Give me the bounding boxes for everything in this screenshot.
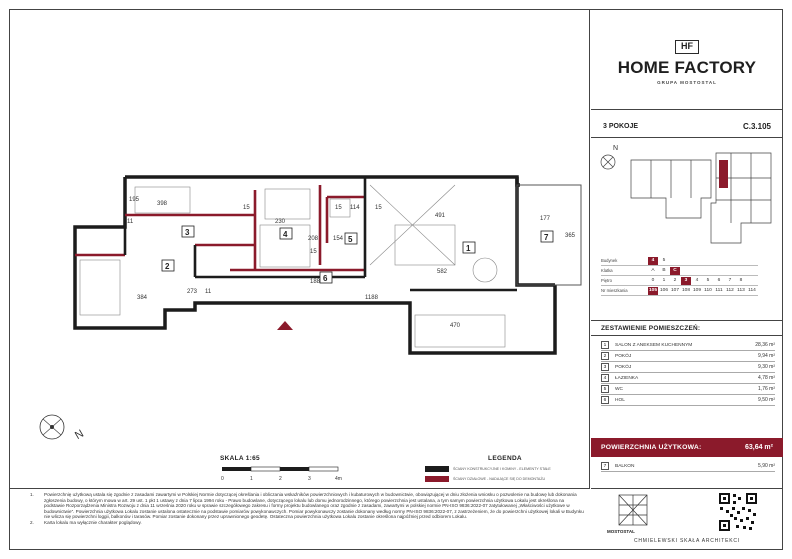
dimension-label: 154 <box>333 236 344 242</box>
room-row <box>601 373 775 384</box>
room-label-3: 3 <box>185 228 190 237</box>
scale-tick: 2 <box>279 476 282 482</box>
room-name: ŁAZIENKA <box>615 375 639 381</box>
info-label: Nr mieszkania <box>601 288 628 293</box>
room-name: SALON Z ANEKSEM KUCHENNYM <box>615 342 693 348</box>
dimension-label: 11 <box>205 289 212 295</box>
entrance-marker <box>277 321 293 330</box>
key-plan-north: N <box>613 145 619 152</box>
legend-text: ŚCIANY KONSTRUKCYJNE I KOMINY - ELEMENTY STAŁE <box>453 467 551 471</box>
room-number: 7 <box>601 462 609 470</box>
room-area: 9,94 m² <box>758 353 775 359</box>
room-name: WC <box>615 386 623 392</box>
balcony-list <box>601 461 775 472</box>
dimension-label: 491 <box>435 213 446 219</box>
room-area: 1,76 m² <box>758 386 775 392</box>
info-row-building <box>601 256 758 266</box>
brand-name: HOME FACTORY <box>617 58 757 77</box>
dimension-label: 384 <box>137 295 148 301</box>
info-row-stair <box>601 266 758 276</box>
scale-tick: 3 <box>308 476 311 482</box>
mostostal-logo <box>609 491 659 534</box>
legend-swatch-structural <box>425 466 449 472</box>
room-label-1: 1 <box>466 244 471 253</box>
scale-tick: 4m <box>335 476 342 482</box>
room-name: HOL <box>615 397 625 403</box>
info-cell: 2 <box>673 277 677 283</box>
room-row <box>601 384 775 395</box>
info-cell: 114 <box>748 287 756 293</box>
room-number: 1 <box>601 341 609 349</box>
qr-code[interactable] <box>718 492 758 537</box>
info-cell: 4 <box>695 277 699 283</box>
dimension-label: 208 <box>308 236 319 242</box>
info-cell: 110 <box>704 287 712 293</box>
dimension-label: 114 <box>350 205 360 211</box>
wall-top <box>125 177 520 185</box>
info-cell: 0 <box>651 277 655 283</box>
room-number: 6 <box>601 396 609 404</box>
dimension-label: 15 <box>310 249 317 255</box>
info-label: Budynek <box>601 258 618 263</box>
info-cell: C <box>670 267 680 275</box>
usable-area-bar <box>591 438 783 457</box>
legend-title: LEGENDA <box>488 455 522 462</box>
wall-outer <box>75 177 555 353</box>
room-name: POKÓJ <box>615 364 632 370</box>
info-cell: 6 <box>717 277 721 283</box>
room-label-5: 5 <box>348 235 353 244</box>
legend-swatch-partition <box>425 476 449 482</box>
scale-tick: 0 <box>221 476 224 482</box>
dimension-label: 398 <box>157 201 168 207</box>
unit-header <box>591 116 783 138</box>
info-cell: 112 <box>726 287 734 293</box>
info-cell: 111 <box>715 287 723 293</box>
usable-area-value: 63,64 m² <box>744 444 773 451</box>
usable-area-label: POWIERZCHNIA UŻYTKOWA: <box>601 444 702 451</box>
legend-item <box>425 476 585 482</box>
legend-item <box>425 466 585 472</box>
room-list <box>601 340 775 406</box>
key-plan-drawing <box>591 138 783 253</box>
unit-info-table <box>601 256 758 296</box>
info-row-apartment <box>601 286 758 296</box>
legend-text: ŚCIANY DZIAŁOWE - NADAJĄCE SIĘ DO DEMONTAŻU <box>453 477 546 481</box>
info-cell: 5 <box>662 257 666 263</box>
room-number: 2 <box>601 352 609 360</box>
info-cell: 108 <box>681 287 690 293</box>
room-area: 5,90 m² <box>758 463 775 469</box>
info-label: Piętro <box>601 278 612 283</box>
dimension-label: 365 <box>565 233 576 239</box>
key-plan-highlight <box>719 160 728 188</box>
room-name: POKÓJ <box>615 353 632 359</box>
info-cell: 4 <box>648 257 658 265</box>
footnote-number: 1. <box>30 492 34 497</box>
room-row <box>601 395 775 406</box>
info-cell: 107 <box>670 287 679 293</box>
scale-tick: 1 <box>250 476 253 482</box>
room-number: 4 <box>601 374 609 382</box>
room-row <box>601 362 775 373</box>
floor-plan-drawing <box>65 165 585 375</box>
info-cell: 113 <box>737 287 745 293</box>
info-cell: 109 <box>692 287 701 293</box>
room-area: 4,78 m² <box>758 375 775 381</box>
info-cell: 8 <box>739 277 743 283</box>
room-area: 9,30 m² <box>758 364 775 370</box>
dimension-label: 188 <box>310 279 321 285</box>
room-name: BALKON <box>615 463 635 469</box>
dimension-label: 15 <box>335 205 342 211</box>
compass-north: N <box>73 427 86 443</box>
dimension-label: 15 <box>375 205 382 211</box>
room-label-4: 4 <box>283 230 288 239</box>
sheet <box>9 9 783 550</box>
info-cell: 106 <box>659 287 668 293</box>
brand-logo <box>591 10 783 110</box>
unit-code: C.3.105 <box>742 122 771 131</box>
footnote-number: 2. <box>30 519 34 525</box>
room-row <box>601 340 775 351</box>
info-row-floor <box>601 276 758 286</box>
dimension-label: 230 <box>275 219 286 225</box>
footnote-text: Powierzchnię użytkową ustala się zgodnie z zasadami zawartymi w Polskiej Normie dotyczącej określania i obliczania wskaźników powierzchniowych i kubaturowych w budownictwie, obowiązującej w dniu złożenia wniosku o pozwolenie na budowę lub dokonania zgłoszenia budowy, o którym mowa w art. 29 ust. 1 pkt 1 ustawy z dnia 7 lipca 1994 roku - Prawo budowlane, dotyczącego lokalu lub domu jednorodzinnego, którego powierzchnia jest ustalana, a tym samym powierzchnia użytkowa Lokalu jest określona na podstawie Rozporządzenia Ministra Rozwoju z dnia 11 września 2020 roku w sprawie szczegółowego zakresu i formy projektu budowlanego oraz zgodnie z zasadami, zawartymi w polskiej normie PN-ISO 9836:2022-07 zatytułowanej „Właściwości użytkowe w budownictwie”. Powierzchnia użytkowa Lokalu zostanie ustalona ostatecznie na podstawie pomiarów powykonawczych. Pomiar powykonawczy zostanie dokonany według normy PN-ISO 9836:2022-07, z zastrzeżeniem, że do powierzchni użytkowej lokali w Budynku nie wlicza się powierzchni loggii, balkonów i tarasów. Pomiar zostanie dokonany przez uprawnionego geodetę. Ostateczna powierzchnia użytkowa Lokalu zostanie określona najpóźniej przed odbiorem Lokalu. <box>44 492 584 520</box>
mostostal-label: MOSTOSTAL <box>607 529 635 534</box>
info-cell: 105 <box>648 287 657 293</box>
footnote <box>30 520 584 526</box>
room-area: 28,36 m² <box>755 342 775 348</box>
dimension-label: 1188 <box>365 295 378 301</box>
floor-plan <box>65 165 585 380</box>
info-cell: 5 <box>706 277 710 283</box>
key-plan <box>591 138 783 253</box>
scale-title: SKALA 1:65 <box>220 455 260 462</box>
compass <box>35 410 95 455</box>
unit-rooms: 3 POKOJE <box>603 123 639 130</box>
dimension-label: 195 <box>129 197 140 203</box>
room-label-2: 2 <box>165 262 170 271</box>
footnotes <box>10 488 590 550</box>
room-number: 3 <box>601 363 609 371</box>
footnote-text: Karta lokalu ma wyłącznie charakter poglądowy. <box>44 519 142 525</box>
info-cell: B <box>662 267 666 273</box>
scale <box>220 455 360 489</box>
info-cell: 7 <box>728 277 732 283</box>
scale-bar <box>220 462 360 484</box>
room-label-6: 6 <box>323 274 328 283</box>
dimension-label: 273 <box>187 289 198 295</box>
footnote <box>30 492 584 520</box>
brand-subtitle: GRUPA MOSTOSTAL <box>657 80 717 85</box>
architects-label: CHMIELEWSKI SKAŁA ARCHITEKCI <box>633 538 741 544</box>
room-area: 9,50 m² <box>758 397 775 403</box>
info-cell: 3 <box>681 277 691 285</box>
info-cell: 1 <box>662 277 666 283</box>
info-label: Klatka <box>601 268 613 273</box>
room-row <box>601 351 775 362</box>
room-label-7: 7 <box>544 233 549 242</box>
dimension-label: 177 <box>540 216 551 222</box>
dimension-label: 15 <box>243 205 250 211</box>
info-panel <box>591 10 783 549</box>
rooms-title: ZESTAWIENIE POMIESZCZEŃ: <box>591 320 783 336</box>
dimension-label: 582 <box>437 269 448 275</box>
dimension-label: 470 <box>450 323 461 329</box>
plan-area <box>10 10 590 488</box>
dimension-label: 11 <box>127 219 134 225</box>
footer-logos <box>591 488 783 549</box>
room-number: 5 <box>601 385 609 393</box>
info-cell: A <box>651 267 655 273</box>
legend <box>425 455 585 482</box>
balcony-row <box>601 461 775 472</box>
brand-mark: HF <box>675 40 699 54</box>
